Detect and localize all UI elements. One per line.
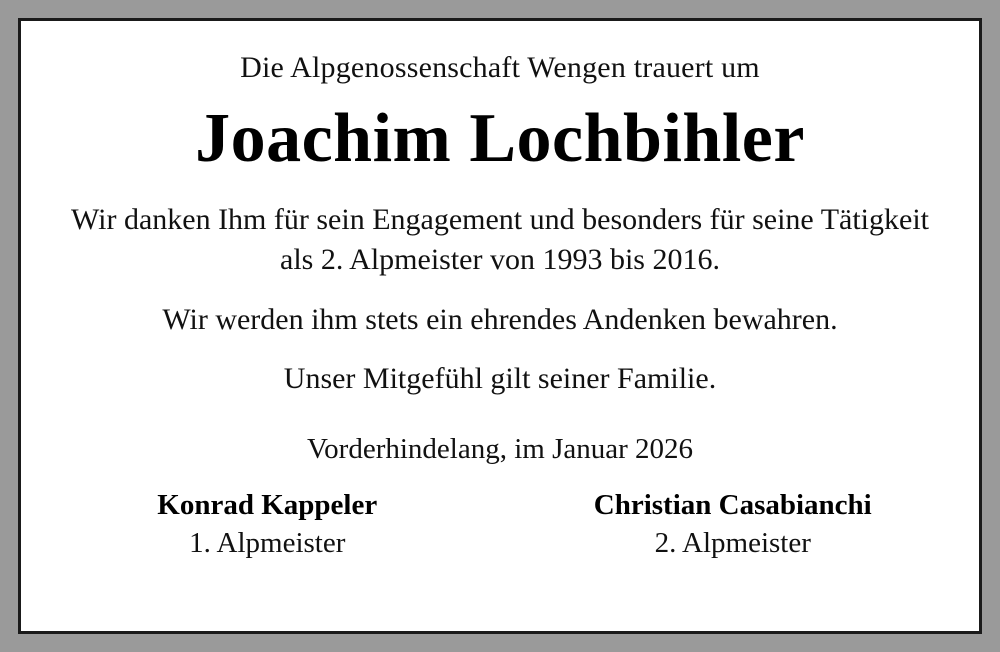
notice-content <box>25 25 975 627</box>
signatory-role: 2. Alpmeister <box>654 526 811 559</box>
signatory-role: 1. Alpmeister <box>189 526 346 559</box>
signatory-second <box>534 488 931 561</box>
notice-border <box>18 18 982 634</box>
body-paragraph-2: Wir werden ihm stets ein ehrendes Andenken bewahren. <box>162 302 838 336</box>
place-and-date: Vorderhindelang, im Januar 2026 <box>306 432 694 465</box>
deceased-name: Joachim Lochbihler <box>195 100 805 177</box>
signatory-first <box>69 488 466 561</box>
signatories <box>55 488 945 561</box>
signatory-name: Christian Casabianchi <box>593 488 872 521</box>
intro-line: Die Alpgenossenschaft Wengen trauert um <box>240 51 760 84</box>
body-paragraph-3: Unser Mitgefühl gilt seiner Familie. <box>283 362 717 396</box>
notice-body <box>55 200 945 398</box>
signatory-name: Konrad Kappeler <box>157 488 378 521</box>
body-paragraph-1: Wir danken Ihm für sein Engagement und besonders für seine Tätigkeit als 2. Alpmeister von 1993 bis 2016. <box>71 203 929 276</box>
